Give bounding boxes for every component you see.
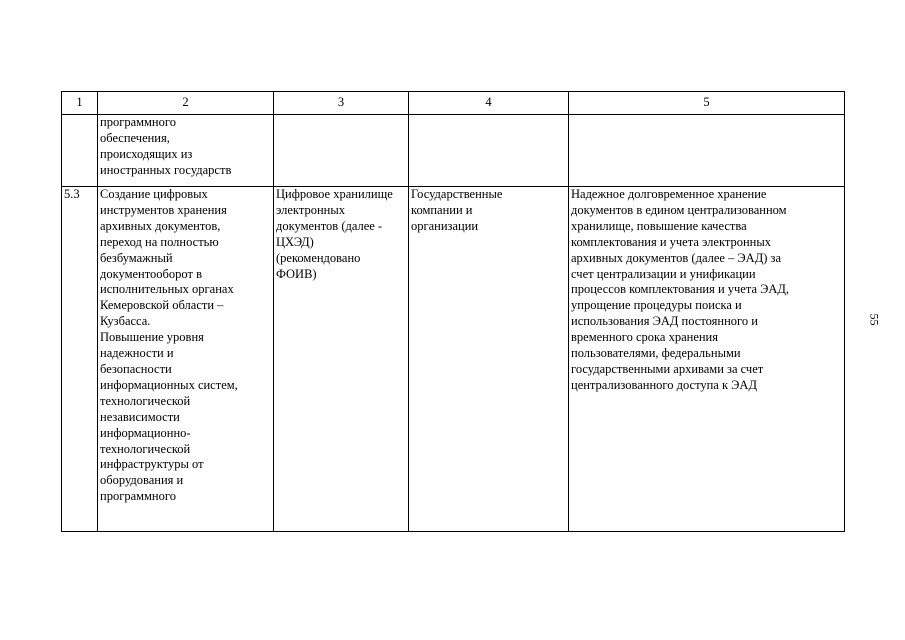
table-row [62, 115, 845, 187]
column-header-5: 5 [569, 92, 845, 115]
row-number-cell [62, 115, 98, 187]
column-header-3: 3 [274, 92, 409, 115]
document-table [61, 91, 845, 532]
page-number: 55 [867, 313, 882, 326]
column-header-1: 1 [62, 92, 98, 115]
table-header-row [62, 92, 845, 115]
result-cell: Надежное долговременное хранение документов в едином централизованном хранилище, повышение качества комплектования и учета электронных архивных документов (далее – ЭАД) за счет централизации и унификации процессов комплектования и учета ЭАД, упрощение процедуры поиска и использования ЭАД постоянного и временного срока хранения пользователями, федеральными государственными архивами за счет централизованного доступа к ЭАД [569, 187, 845, 532]
executors-cell: Государственные компании и организации [409, 187, 569, 532]
product-cell: Цифровое хранилище электронных документов (далее - ЦХЭД) (рекомендовано ФОИВ) [274, 187, 409, 532]
row-number-cell: 5.3 [62, 187, 98, 532]
executors-cell [409, 115, 569, 187]
result-cell [569, 115, 845, 187]
product-cell [274, 115, 409, 187]
column-header-2: 2 [98, 92, 274, 115]
measure-cell: Создание цифровых инструментов хранения архивных документов, переход на полностью безбумажный документооборот в исполнительных органах Кемеровской области – Кузбасса. Повышение уровня надежности и безопасности информационных систем, технологической независимости информационно- технологической инфраструктуры от оборудования и программного [98, 187, 274, 532]
measure-cell: программного обеспечения, происходящих из иностранных государств [98, 115, 274, 187]
table-row [62, 187, 845, 532]
column-header-4: 4 [409, 92, 569, 115]
